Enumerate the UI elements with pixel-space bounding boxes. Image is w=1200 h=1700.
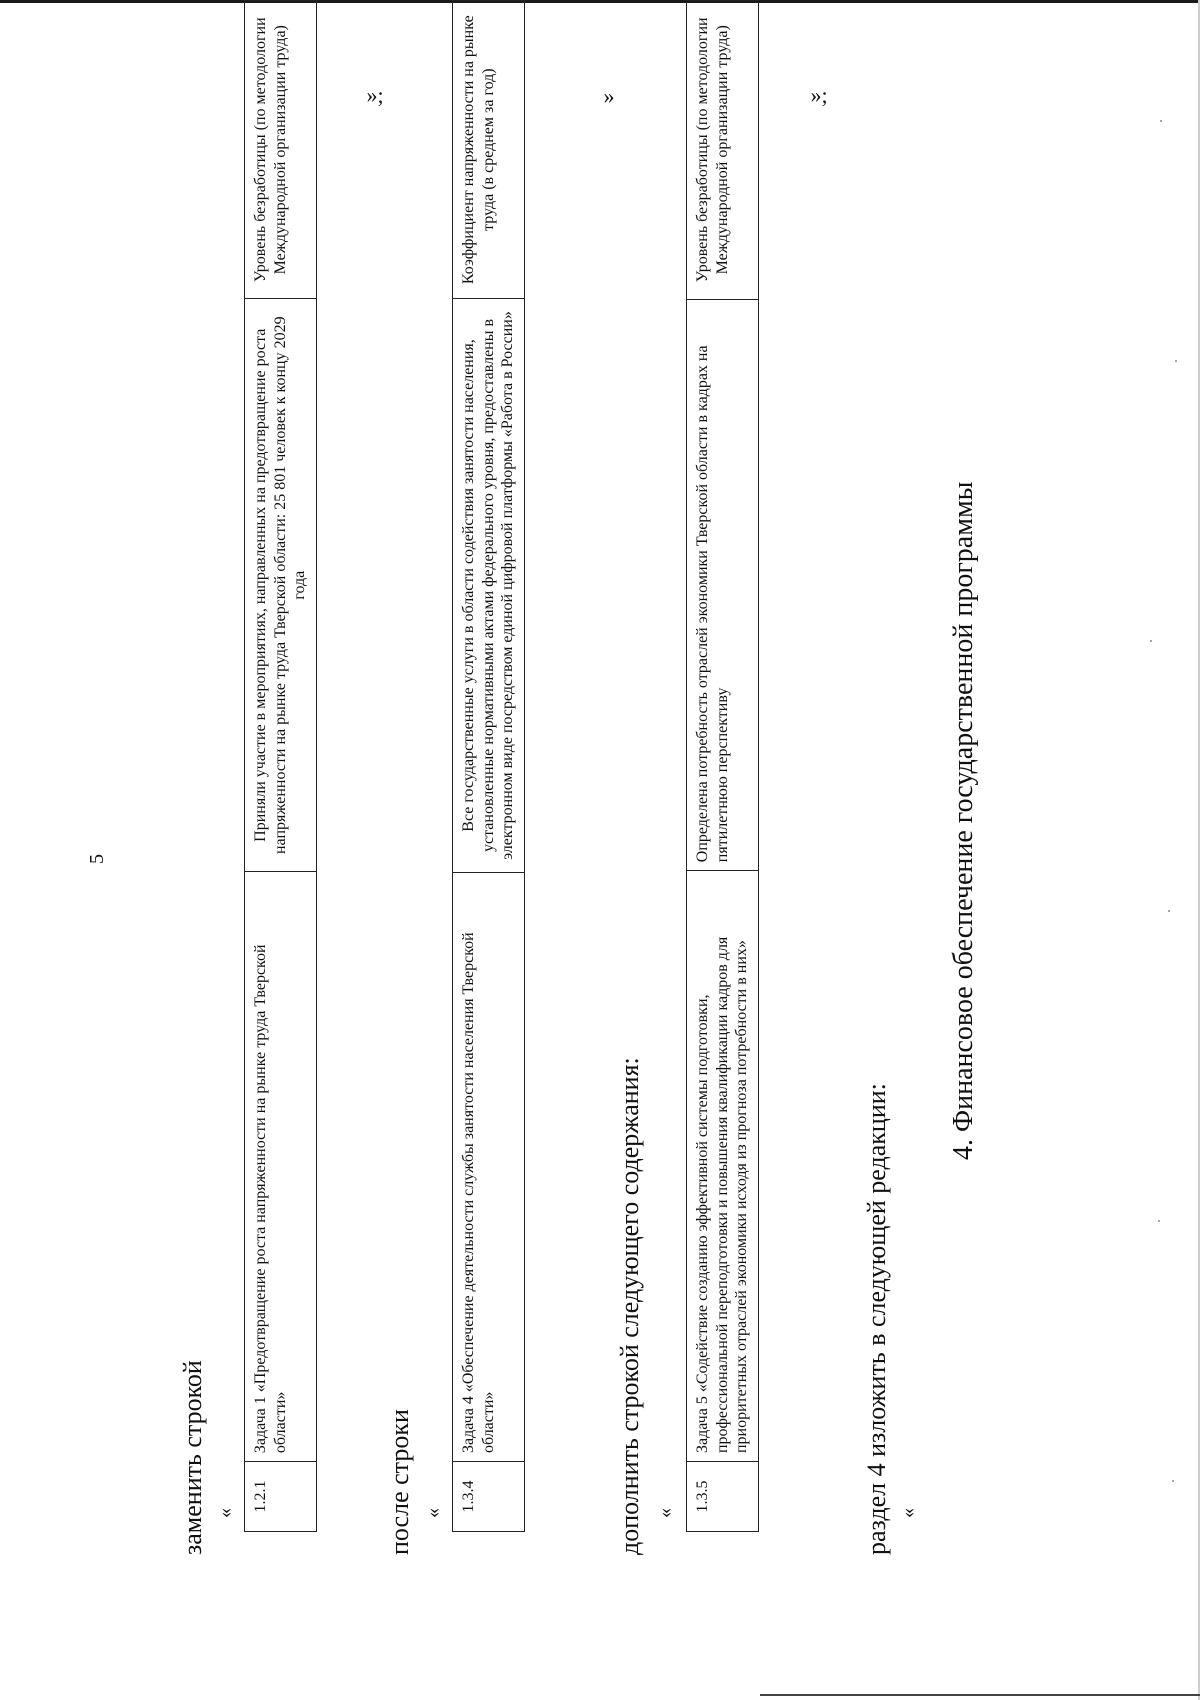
table-row-1-3-5	[686, 0, 759, 1532]
after-instruction: после строки	[385, 1409, 414, 1555]
close-quote-1: »;	[366, 82, 384, 108]
row-number: 1.3.5	[687, 1462, 759, 1532]
row-indicator: Уровень безработицы (по методологии Международной организации труда)	[245, 1, 317, 299]
row-result: Все государственные услуги в области содействия занятости населения, установленные нормативными актами федерального уровня, предоставлены в электронном виде посредством единой цифровой платформы «Работа в России»	[453, 299, 525, 872]
section-instruction: раздел 4 изложить в следующей редакции:	[862, 1083, 891, 1555]
row-number: 1.2.1	[245, 1462, 317, 1532]
scan-speck	[1175, 360, 1177, 362]
row-result: Приняли участие в мероприятиях, направленных на предотвращение роста напряженности на рынке труда Тверской области: 25 801 человек к концу 2029 года	[245, 299, 317, 871]
close-quote-3: »;	[810, 82, 828, 108]
table-row-1-3-4	[452, 0, 525, 1532]
table-row-1-2-1	[244, 0, 317, 1532]
row-task: Задача 1 «Предотвращение роста напряженности на рынке труда Тверской области»	[245, 871, 317, 1461]
replace-instruction: заменить строкой	[178, 1360, 207, 1555]
scan-speck	[1160, 120, 1162, 122]
row-task: Задача 4 «Обеспечение деятельности службы занятости населения Тверской области»	[453, 872, 525, 1461]
row-number: 1.3.4	[453, 1462, 525, 1532]
row-indicator: Коэффициент напряженности на рынке труда (в среднем за год)	[453, 1, 525, 299]
scan-speck	[1158, 1220, 1160, 1222]
row-result: Определена потребность отраслей экономики Тверской области в кадрах на пятилетнюю перспективу	[687, 299, 759, 871]
scan-speck	[1150, 640, 1152, 642]
section-heading: 4. Финансовое обеспечение государственной программы	[948, 481, 979, 1160]
open-quote-2: «	[422, 1508, 444, 1518]
page-number: 5	[86, 854, 108, 864]
supplement-instruction: дополнить строкой следующего содержания:	[615, 1057, 644, 1555]
open-quote-3: «	[654, 1508, 676, 1518]
close-quote-2: »	[603, 83, 615, 109]
open-quote-4: «	[897, 1508, 919, 1518]
scan-speck	[1172, 1480, 1174, 1482]
row-indicator: Уровень безработицы (по методологии Международной организации труда)	[687, 1, 759, 300]
open-quote-1: «	[214, 1508, 236, 1518]
row-task: Задача 5 «Содействие созданию эффективной системы подготовки, профессиональной переподготовки и повышения квалификации кадров для приоритетных отраслей экономики исходя из прогноза потребности в них»	[687, 871, 759, 1462]
scan-speck	[1168, 910, 1170, 912]
